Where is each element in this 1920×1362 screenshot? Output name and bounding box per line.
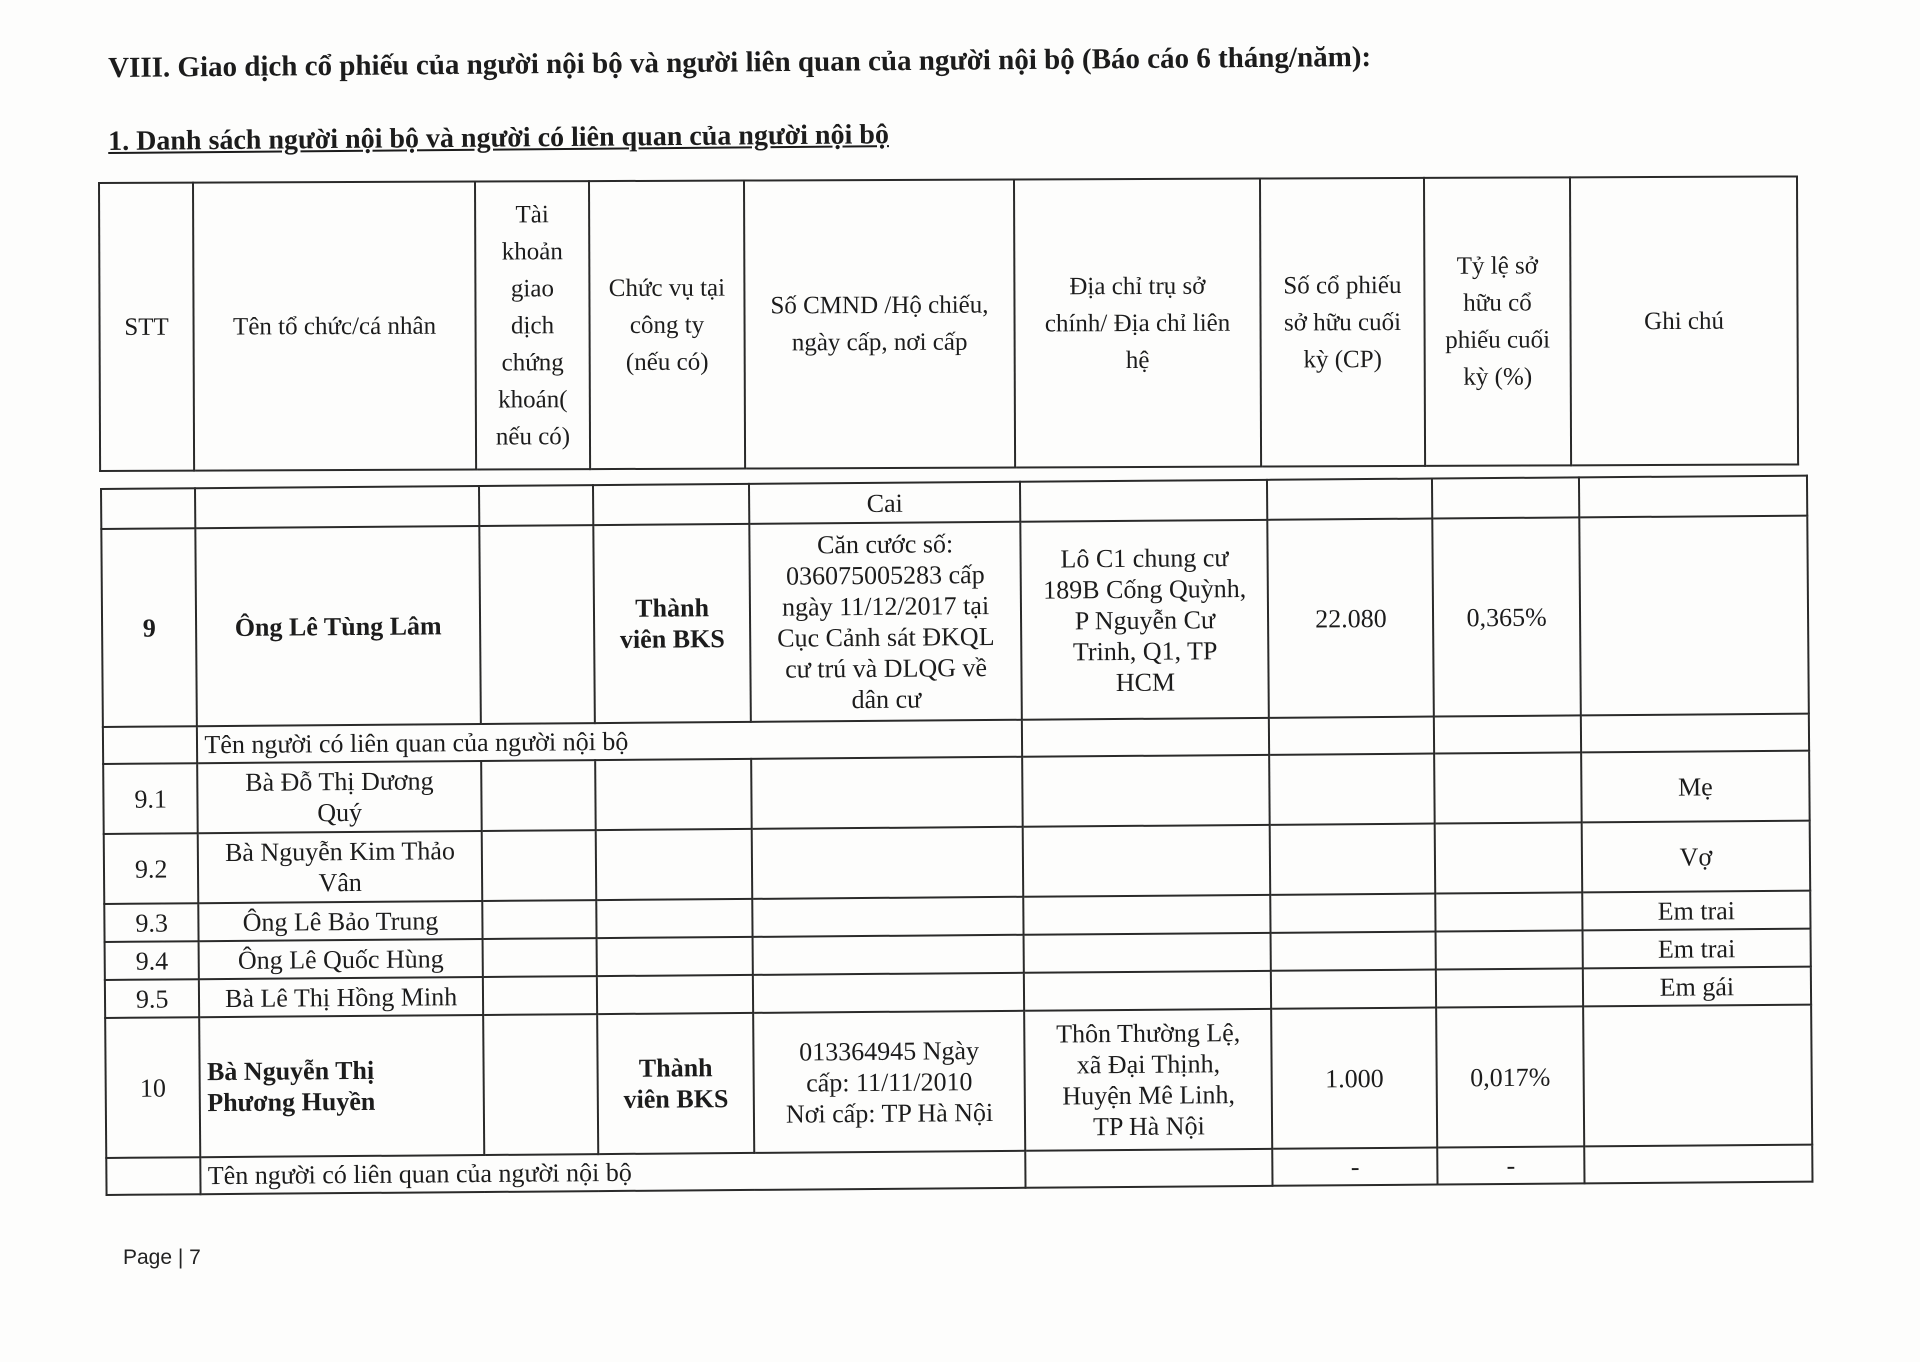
stt-cell: 9.4	[105, 941, 200, 980]
section-heading: VIII. Giao dịch cổ phiếu của người nội bộ và người liên quan của người nội bộ (Báo cáo 6 tháng/năm):	[108, 40, 1372, 84]
stt-cell: 10	[105, 1017, 201, 1158]
note-cell: Vợ	[1582, 821, 1811, 893]
shares-cell: 1.000	[1272, 1008, 1438, 1149]
note-cell: Em trai	[1582, 891, 1810, 931]
col-note: Ghi chú	[1570, 176, 1798, 465]
stt-cell: 9.3	[104, 903, 199, 942]
id-fragment: Cai	[749, 482, 1021, 524]
position-cell: Thành viên BKS	[594, 524, 751, 723]
related-label: Tên người có liên quan của người nội bộ	[197, 720, 1022, 763]
note-cell	[1579, 516, 1809, 716]
shares-cell: 22.080	[1268, 519, 1434, 718]
position-cell: Thành viên BKS	[597, 1013, 754, 1154]
name-cell: Bà Lê Thị Hồng Minh	[199, 977, 483, 1017]
account-cell	[479, 525, 595, 724]
name-cell: Ông Lê Quốc Hùng	[199, 939, 483, 979]
note-cell: Em trai	[1582, 929, 1810, 969]
name-cell: Bà Đỗ Thị Dương Quý	[198, 761, 482, 833]
related-label: Tên người có liên quan của người nội bộ	[201, 1151, 1026, 1194]
col-address: Địa chỉ trụ sở chính/ Địa chỉ liên hệ	[1014, 179, 1261, 468]
col-shares: Số cổ phiếu sở hữu cuối kỳ (CP)	[1260, 178, 1425, 467]
header-row	[99, 176, 1798, 471]
header-table	[98, 175, 1799, 472]
related-row-9-2	[104, 821, 1810, 904]
col-id-document: Số CMND /Hộ chiếu, ngày cấp, nơi cấp	[744, 179, 1015, 468]
shares-cell: -	[1273, 1148, 1438, 1186]
insider-row-10	[105, 1005, 1812, 1158]
ratio-cell: 0,017%	[1436, 1006, 1584, 1147]
stt-cell: 9	[101, 528, 197, 727]
col-ratio: Tỷ lệ sở hữu cổ phiếu cuối kỳ (%)	[1424, 177, 1571, 466]
ratio-cell: -	[1437, 1146, 1584, 1184]
stt-cell: 9.1	[103, 763, 198, 834]
id-cell: 013364945 Ngày cấp: 11/11/2010 Nơi cấp: TP Hà Nội	[753, 1011, 1025, 1153]
note-cell: Mẹ	[1581, 751, 1810, 823]
section-subheading: 1. Danh sách người nội bộ và người có liên quan của người nội bộ	[108, 119, 890, 157]
stt-cell: 9.5	[105, 979, 200, 1018]
name-cell: Ông Lê Bảo Trung	[199, 901, 483, 941]
page-number: Page | 7	[123, 1246, 201, 1269]
col-name: Tên tổ chức/cá nhân	[193, 182, 476, 471]
related-row-9-1	[103, 751, 1809, 834]
ratio-cell: 0,365%	[1432, 517, 1580, 716]
address-cell: Lô C1 chung cư 189B Cống Quỳnh, P Nguyễn Cư Trinh, Q1, TP HCM	[1021, 520, 1270, 720]
col-account: Tài khoản giao dịch chứng khoán( nếu có)	[475, 181, 590, 469]
account-cell	[483, 1014, 599, 1155]
insider-table	[100, 475, 1814, 1196]
col-position: Chức vụ tại công ty (nếu có)	[589, 181, 745, 470]
name-cell: Ông Lê Tùng Lâm	[196, 526, 481, 726]
insider-row-9	[101, 516, 1809, 727]
col-stt: STT	[99, 183, 194, 471]
note-cell: Em gái	[1583, 967, 1811, 1007]
note-cell	[1583, 1005, 1812, 1147]
name-cell: Bà Nguyễn Kim Thảo Vân	[198, 831, 482, 903]
address-cell: Thôn Thường Lệ, xã Đại Thịnh, Huyện Mê Linh, TP Hà Nội	[1024, 1009, 1272, 1151]
name-cell: Bà Nguyễn Thị Phương Huyền	[200, 1015, 484, 1157]
stt-cell: 9.2	[104, 833, 199, 904]
id-cell: Căn cước số: 036075005283 cấp ngày 11/12/2017 tại Cục Cảnh sát ĐKQL cư trú và DLQG về dân cư	[749, 522, 1022, 722]
